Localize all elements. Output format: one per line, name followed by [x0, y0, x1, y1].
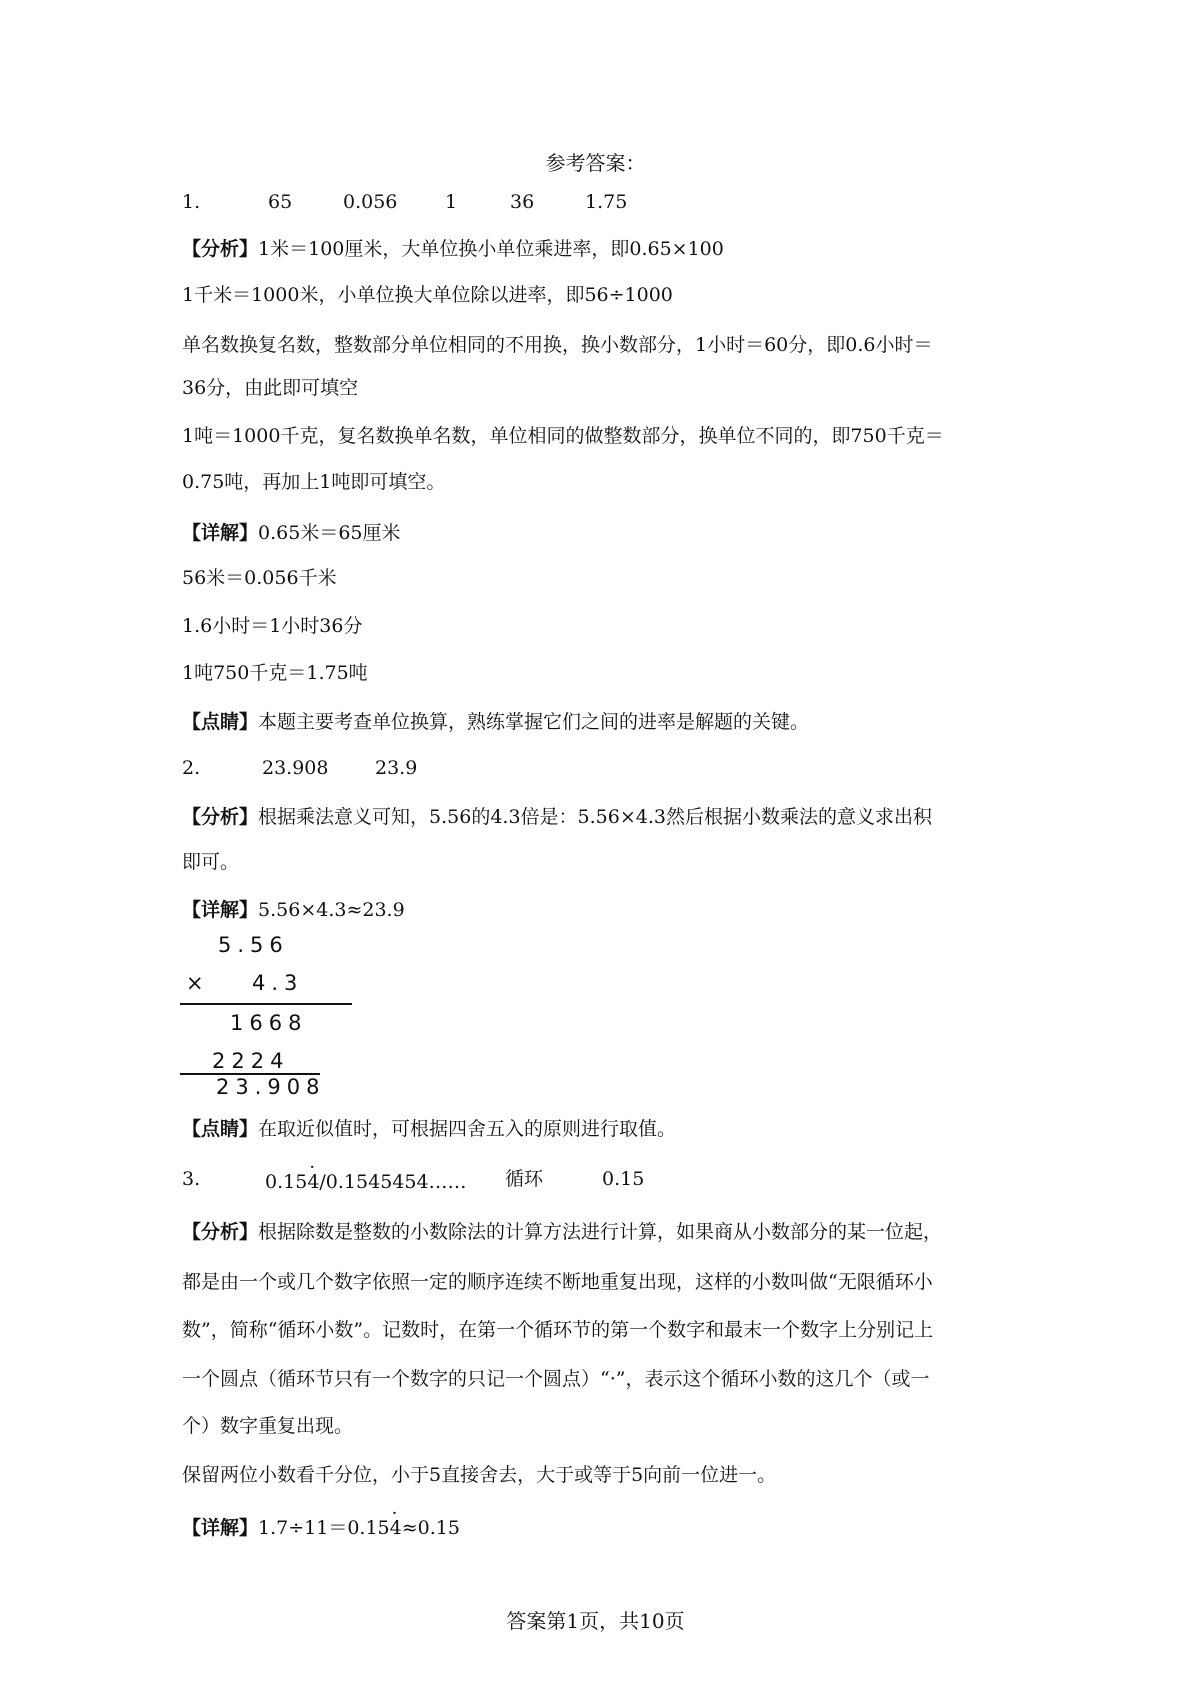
- q1-detail-line-3: 1.6小时＝1小时36分: [182, 615, 363, 637]
- calc-multiplier: 4.3: [252, 971, 304, 995]
- repeating-digit: · 4: [307, 1170, 319, 1194]
- q3-analysis-line-3: 数”，简称“循环小数”。记数时，在第一个循环节的第一个数字和最末一个数字上分别记上: [182, 1319, 934, 1341]
- q3-answer-1: 0.15· 4/0.1545454……: [265, 1170, 467, 1194]
- q1-detail-line-1: 【详解】0.65米＝65厘米: [182, 522, 401, 544]
- q1-answer-2: 0.056: [343, 191, 398, 213]
- q1-analysis-line-6: 0.75吨，再加上1吨即可填空。: [182, 471, 446, 493]
- tip-tag: 【点睛】: [182, 711, 259, 733]
- q3-analysis-line-2: 都是由一个或几个数字依照一定的顺序连续不断地重复出现，这样的小数叫做“无限循环小: [182, 1271, 933, 1293]
- q3-analysis-line-4: 一个圆点（循环节只有一个数字的只记一个圆点）“·”，表示这个循环小数的这几个（或一: [182, 1368, 930, 1390]
- q1-analysis-line-1: 【分析】1米＝100厘米，大单位换小单位乘进率，即0.65×100: [182, 238, 724, 260]
- q1-analysis-line-3: 单名数换复名数，整数部分单位相同的不用换，换小数部分，1小时＝60分，即0.6小时＝: [182, 334, 933, 356]
- calc-product: 23.908: [216, 1075, 326, 1099]
- page-footer: 答案第1页，共10页: [506, 1609, 685, 1633]
- tip-tag: 【点睛】: [182, 1118, 259, 1140]
- vertical-multiplication: [180, 925, 360, 1100]
- q2-answer-1: 23.908: [262, 757, 329, 779]
- detail-tag: 【详解】: [182, 899, 259, 921]
- q1-analysis-line-2: 1千米＝1000米，小单位换大单位除以进率，即56÷1000: [182, 284, 673, 306]
- analysis-tag: 【分析】: [182, 1221, 259, 1243]
- page-title: 参考答案：: [545, 151, 646, 175]
- q1-detail-line-4: 1吨750千克＝1.75吨: [182, 662, 368, 684]
- q3-detail-line: 【详解】1.7÷11＝0.15· 4≈0.15: [182, 1516, 460, 1540]
- q2-analysis-line-2: 即可。: [182, 851, 240, 873]
- q2-detail-line: 【详解】5.56×4.3≈23.9: [182, 899, 405, 921]
- calc-rule-1: [180, 1003, 352, 1005]
- calc-partial-2: 2224: [212, 1049, 290, 1073]
- q1-answer-3: 1: [445, 191, 458, 213]
- q2-tip-line: 【点睛】在取近似值时，可根据四舍五入的原则进行取值。: [182, 1118, 677, 1140]
- q1-answer-4: 36: [510, 191, 535, 213]
- q1-number: 1.: [182, 191, 201, 213]
- detail-tag: 【详解】: [182, 1517, 259, 1539]
- q1-answer-1: 65: [268, 191, 293, 213]
- q2-analysis-line-1: 【分析】根据乘法意义可知，5.56的4.3倍是：5.56×4.3然后根据小数乘法的意义求出积: [182, 806, 932, 828]
- q2-number: 2.: [182, 757, 201, 779]
- q3-number: 3.: [182, 1168, 201, 1190]
- detail-tag: 【详解】: [182, 522, 259, 544]
- analysis-tag: 【分析】: [182, 806, 259, 828]
- q1-tip-line: 【点睛】本题主要考查单位换算，熟练掌握它们之间的进率是解题的关键。: [182, 711, 810, 733]
- q1-analysis-line-4: 36分，由此即可填空: [182, 377, 359, 399]
- q1-answer-5: 1.75: [585, 191, 628, 213]
- calc-multiplicand: 5.56: [218, 933, 289, 957]
- q2-answer-2: 23.9: [375, 757, 418, 779]
- q3-analysis-line-1: 【分析】根据除数是整数的小数除法的计算方法进行计算，如果商从小数部分的某一位起，: [182, 1221, 943, 1243]
- q3-analysis-line-5: 个）数字重复出现。: [182, 1415, 354, 1437]
- q1-analysis-line-5: 1吨＝1000千克，复名数换单名数，单位相同的做整数部分，换单位不同的，即750千克＝: [182, 425, 944, 447]
- q3-answer-3: 0.15: [602, 1168, 645, 1190]
- q3-analysis-line-6: 保留两位小数看千分位，小于5直接舍去，大于或等于5向前一位进一。: [182, 1464, 777, 1486]
- analysis-tag: 【分析】: [182, 238, 259, 260]
- q1-detail-line-2: 56米＝0.056千米: [182, 567, 337, 589]
- repeating-digit: · 4: [390, 1516, 402, 1540]
- calc-sign: ×: [186, 971, 210, 995]
- calc-partial-1: 1668: [230, 1011, 308, 1035]
- q3-answer-2: 循环: [505, 1168, 544, 1190]
